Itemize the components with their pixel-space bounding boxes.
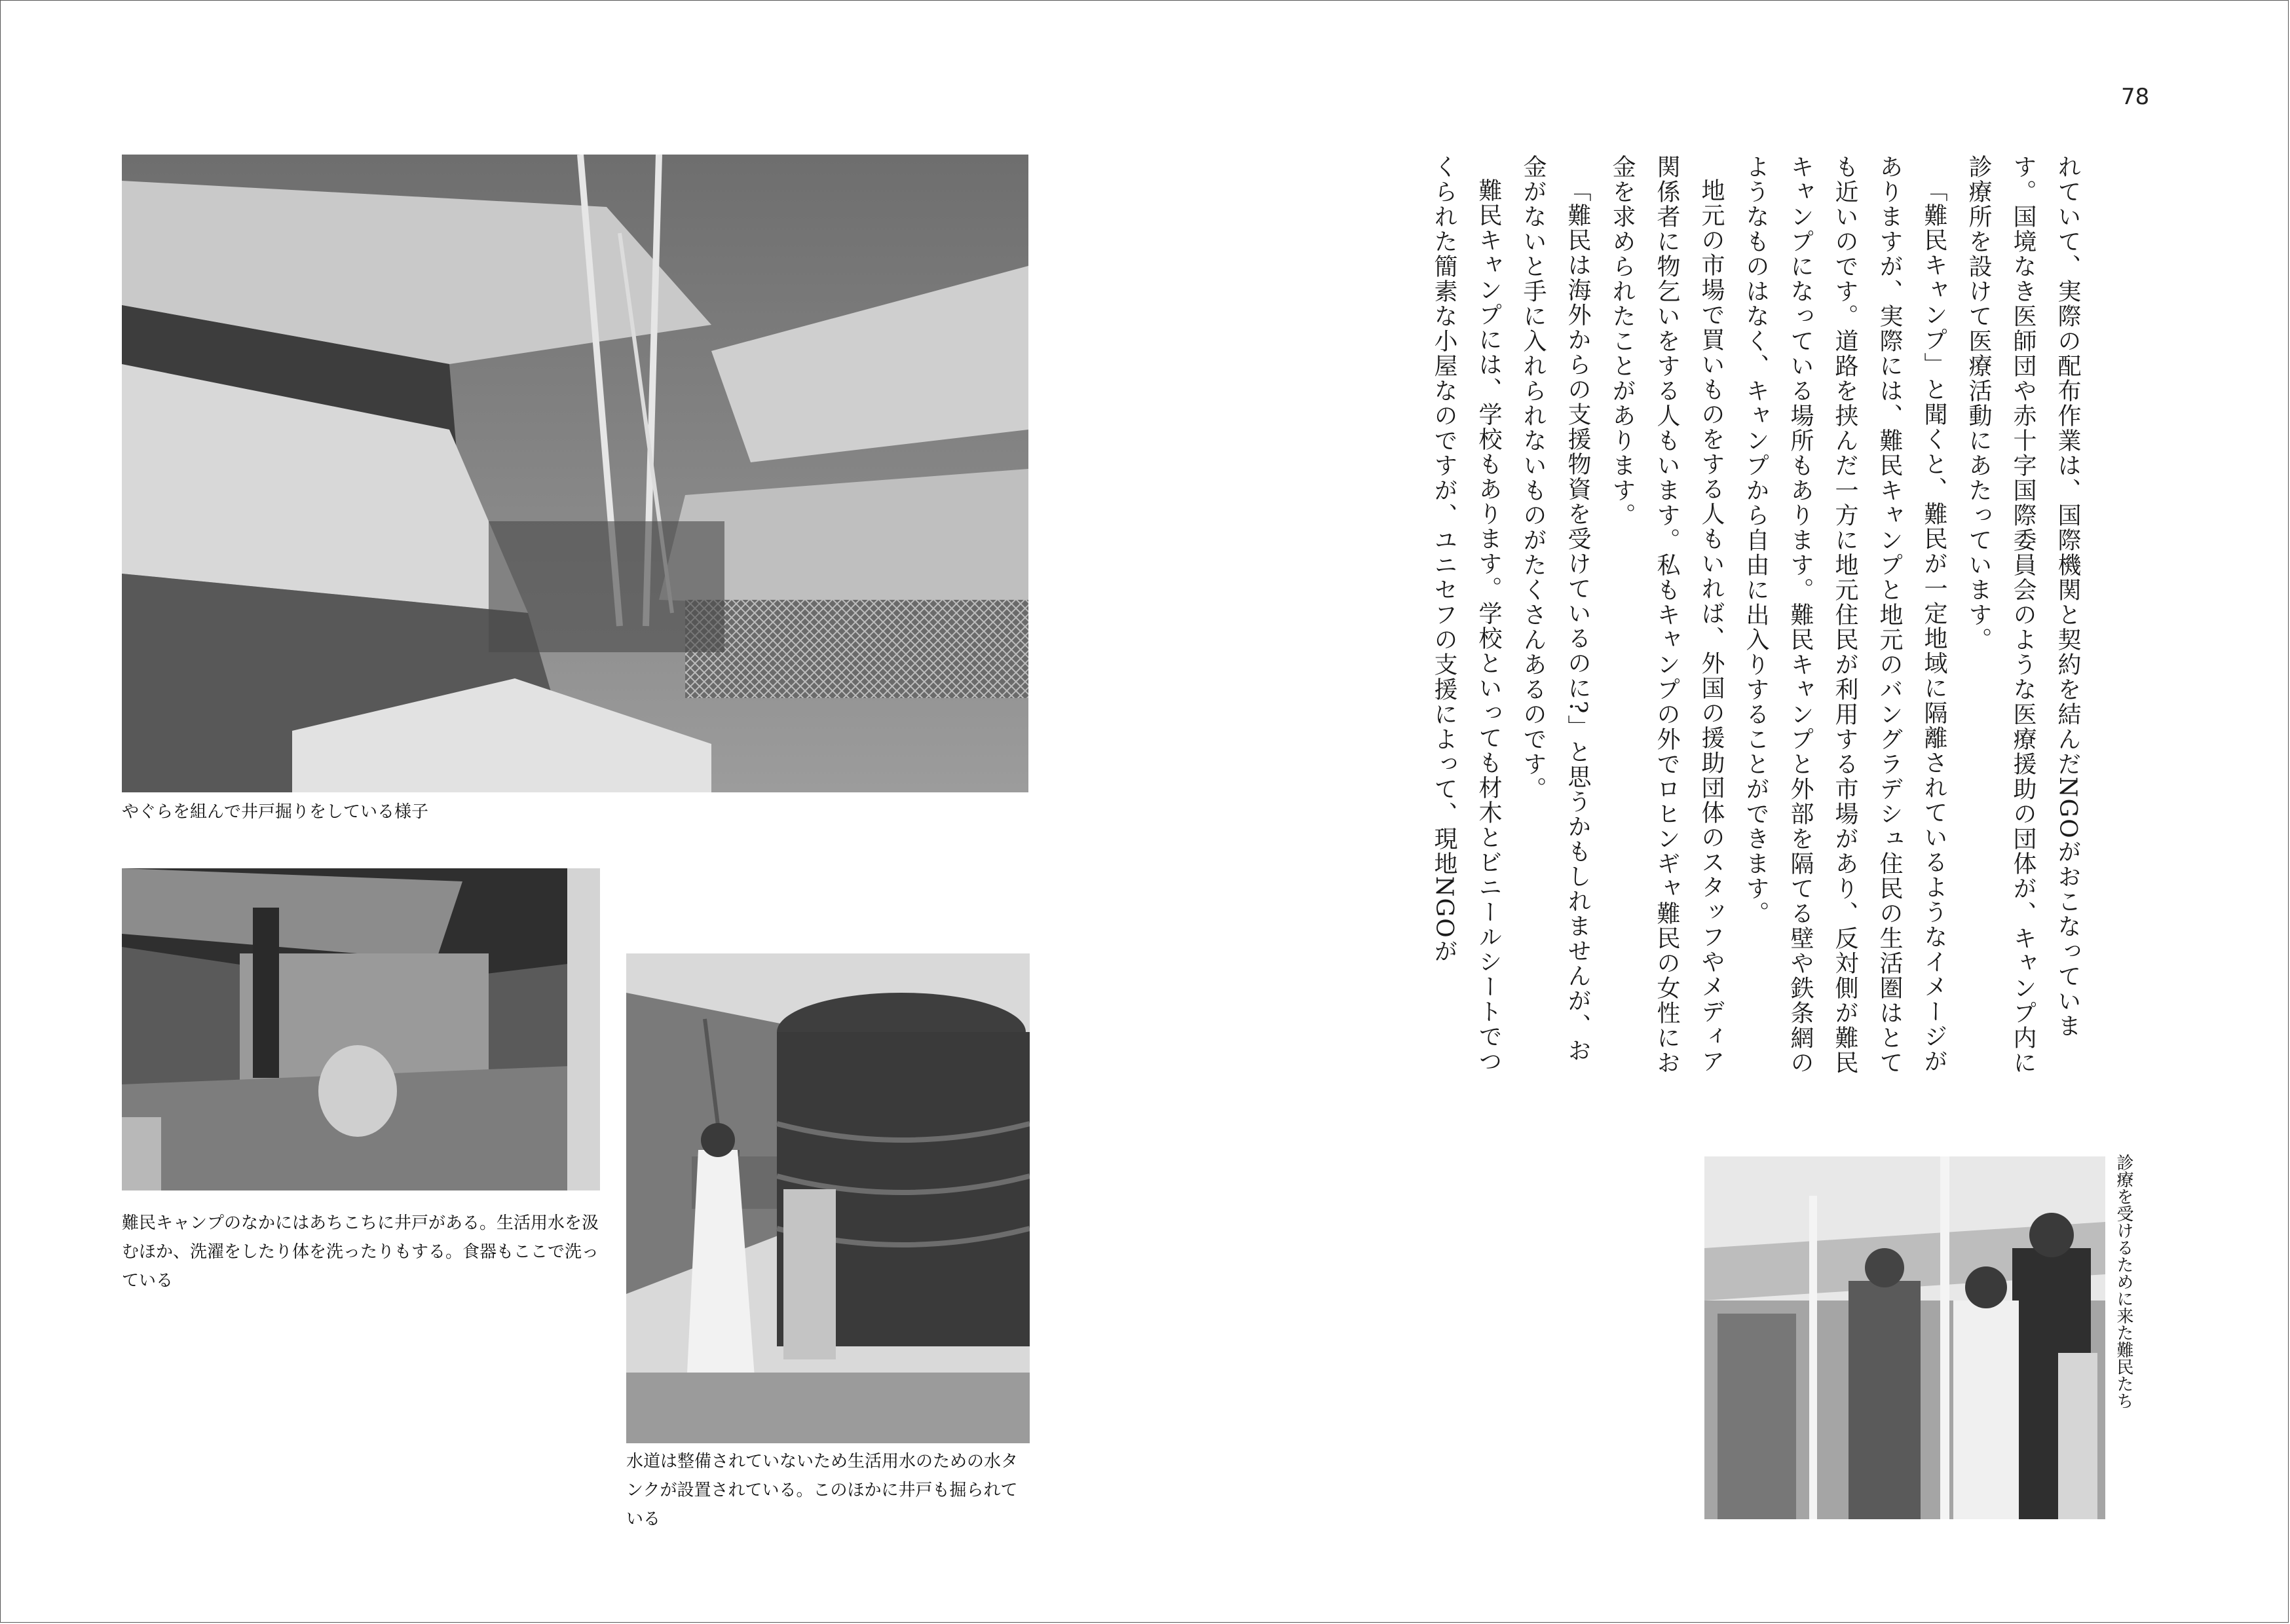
photo-well-tower	[122, 155, 1028, 792]
photo-camp-well	[122, 868, 600, 1190]
body-text	[1284, 155, 2090, 1078]
photo-water-tank	[626, 953, 1030, 1443]
paragraph-2: 「難民キャンプ」と聞くと、難民が一定地域に隔離されているようなイメージがありますが、実際には、難民キャンプと地元のバングラデシュ住民の生活圏はとても近いのです。道路を挟んだ一方に地元住民が利用する市場があり、反対側が難民キャンプになっている場所もあります。難民キャンプと外部を隔てる壁や鉄条網のようなものはなく、キャンプから自由に出入りすることができます。	[1742, 155, 1947, 1075]
page-number: 78	[2121, 84, 2150, 110]
paragraph-1: れていて、実際の配布作業は、国際機関と契約を結んだNGOがおこなっています。国境なき医師団や赤十字国際委員会のような医療援助の団体が、キャンプ内に診療所を設けて医療活動にあたっています。	[1965, 155, 2081, 1075]
caption-clinic: 診療を受けるために来た難民たち	[2114, 1154, 2133, 1409]
caption-well-tower: やぐらを組んで井戸掘りをしている様子	[122, 802, 429, 822]
paragraph-4: 「難民は海外からの支援物資を受けているのに?」と思うかもしれませんが、お金がないと手に入れられないものがたくさんあるのです。	[1520, 155, 1591, 1063]
caption-camp-well: 難民キャンプのなかにはあちこちに井戸がある。生活用水を汲むほか、洗濯をしたり体を洗ったりもする。食器もここで洗っている	[122, 1213, 599, 1291]
paragraph-3: 地元の市場で買いものをする人もいれば、外国の援助団体のスタッフやメディア関係者に物乞いをする人もいます。私もキャンプの外でロヒンギャ難民の女性にお金を求められたことがあります。	[1609, 155, 1725, 1075]
paragraph-5: 難民キャンプには、学校もあります。学校といっても材木とビニールシートでつくられた簡素な小屋なのですが、ユニセフの支援によって、現地NGOが	[1431, 155, 1502, 1074]
caption-water-tank: 水道は整備されていないため生活用水のための水タンクが設置されている。このほかに井戸も掘られている	[626, 1452, 1019, 1529]
photo-clinic	[1704, 1156, 2105, 1519]
